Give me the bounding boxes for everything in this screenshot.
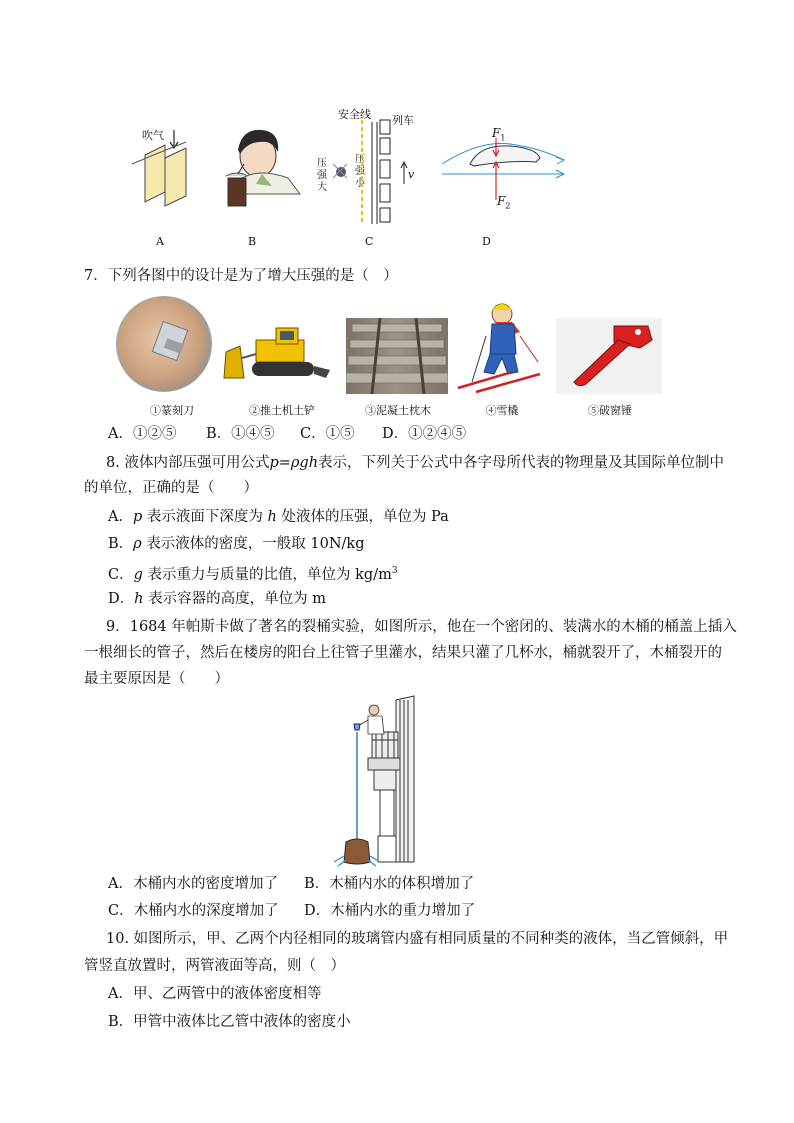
person-on-balcony bbox=[358, 705, 384, 734]
q7-caption-4: ④雪橇 bbox=[485, 404, 519, 417]
q8-stem-line2: 的单位，正确的是（ ） bbox=[84, 480, 258, 496]
water-cup bbox=[354, 724, 360, 730]
ski-left bbox=[458, 372, 512, 388]
figure-b-label: B bbox=[248, 235, 257, 248]
force-f1-label: $F_1$ bbox=[492, 126, 506, 143]
q9-stem-line1: 9．1684 年帕斯卡做了著名的裂桶实验，如图所示，他在一个密闭的、装满水的木桶的桶盖上插入 bbox=[106, 619, 737, 635]
paper-sheet-right bbox=[165, 148, 186, 206]
q9-option-a[interactable]: A．木桶内水的密度增加了 bbox=[108, 876, 278, 892]
q10-stem-line2: 管竖直放置时，两管液面等高，则（ ） bbox=[84, 958, 345, 974]
hammer-handle bbox=[574, 340, 630, 386]
figure-a-label: A bbox=[156, 235, 164, 248]
paper-sheet-left bbox=[145, 145, 165, 202]
q9-stem-line2: 一根细长的管子，然后在楼房的阳台上往管子里灌水，结果只灌了几杯水，桶就裂开了，木桶裂开的 bbox=[84, 645, 722, 661]
wing-shape bbox=[470, 146, 540, 166]
q7-image-5 bbox=[556, 318, 662, 394]
q7-caption-1: ①篆刻刀 bbox=[150, 404, 194, 417]
q8-stem: 8. 液体内部压强可用公式p=ρgh表示，下列关于公式中各字母所代表的物理量及其国际单位制中 bbox=[106, 455, 725, 471]
bulldozer-track bbox=[252, 362, 314, 376]
ski-right bbox=[476, 374, 540, 392]
q8-option-b[interactable]: B．ρ 表示液体的密度，一般取 10N/kg bbox=[108, 536, 365, 552]
train-label: 列车 bbox=[392, 114, 414, 127]
q9-stem-line3: 最主要原因是（ ） bbox=[84, 671, 229, 687]
q7-image-3 bbox=[346, 318, 448, 394]
q8-option-c[interactable]: C．g 表示重力与质量的比值，单位为 $kg/m^3$ bbox=[108, 566, 398, 583]
straw bbox=[238, 164, 244, 174]
skier-body bbox=[490, 324, 516, 354]
q8-option-a[interactable]: A．p 表示液面下深度为 h 处液体的压强，单位为 Pa bbox=[108, 509, 449, 525]
q7-caption-5: ⑤破窗锤 bbox=[588, 404, 632, 417]
q8-formula: p=ρgh bbox=[269, 455, 319, 471]
velocity-arrow-icon bbox=[401, 162, 407, 184]
q10-option-a[interactable]: A．甲、乙两管中的液体密度相等 bbox=[108, 986, 322, 1002]
q7-image-4 bbox=[456, 296, 548, 394]
bulldozer-blade bbox=[224, 346, 244, 378]
ski-pole-left bbox=[472, 336, 486, 382]
drink-cup bbox=[228, 178, 246, 206]
force-f2-label: $F_2$ bbox=[497, 194, 511, 211]
person-figure bbox=[333, 164, 347, 178]
q7-caption-2: ②推土机土铲 bbox=[249, 404, 315, 417]
figure-c-label: C bbox=[365, 235, 374, 248]
q10-stem-line1: 10. 如图所示，甲、乙两个内径相同的玻璃管内盛有相同质量的不同种类的液体，当乙管倾斜，甲 bbox=[106, 931, 729, 947]
figure-a-drawing bbox=[120, 120, 200, 210]
blow-label: 吹气 bbox=[142, 129, 164, 142]
q9-option-d[interactable]: D．木桶内水的重力增加了 bbox=[304, 903, 476, 919]
barrel bbox=[344, 839, 370, 864]
q7-option-b[interactable]: B．①④⑤ bbox=[206, 426, 275, 442]
q7-option-c[interactable]: C．①⑤ bbox=[300, 426, 355, 442]
q10-option-b[interactable]: B．甲管中液体比乙管中液体的密度小 bbox=[108, 1014, 351, 1030]
force-f2-arrow bbox=[493, 162, 499, 200]
high-pressure-label: 压强大 bbox=[317, 158, 327, 193]
figure-b-drawing bbox=[220, 118, 310, 218]
q9-option-b[interactable]: B．木桶内水的体积增加了 bbox=[304, 876, 475, 892]
figure-d-drawing bbox=[440, 130, 570, 210]
q9-option-c[interactable]: C．木桶内水的深度增加了 bbox=[108, 903, 279, 919]
q7-option-d[interactable]: D．①②④⑤ bbox=[382, 426, 467, 442]
ski-pole-right bbox=[520, 336, 538, 362]
train bbox=[380, 120, 390, 222]
figure-d-label: D bbox=[482, 235, 491, 248]
q7-option-a[interactable]: A．①②⑤ bbox=[108, 426, 177, 442]
low-pressure-label: 压强小 bbox=[355, 154, 365, 189]
q7-caption-3: ③泥凝土枕木 bbox=[365, 404, 431, 417]
safety-line-label: 安全线 bbox=[338, 108, 371, 121]
q7-image-1 bbox=[116, 296, 212, 392]
q8-option-d[interactable]: D．h 表示容器的高度，单位为 m bbox=[108, 591, 326, 607]
q7-image-2 bbox=[222, 322, 334, 388]
velocity-label: v bbox=[408, 168, 415, 181]
pascal-barrel-figure bbox=[328, 696, 428, 866]
q7-stem: 7．下列各图中的设计是为了增大压强的是（ ） bbox=[84, 268, 398, 284]
